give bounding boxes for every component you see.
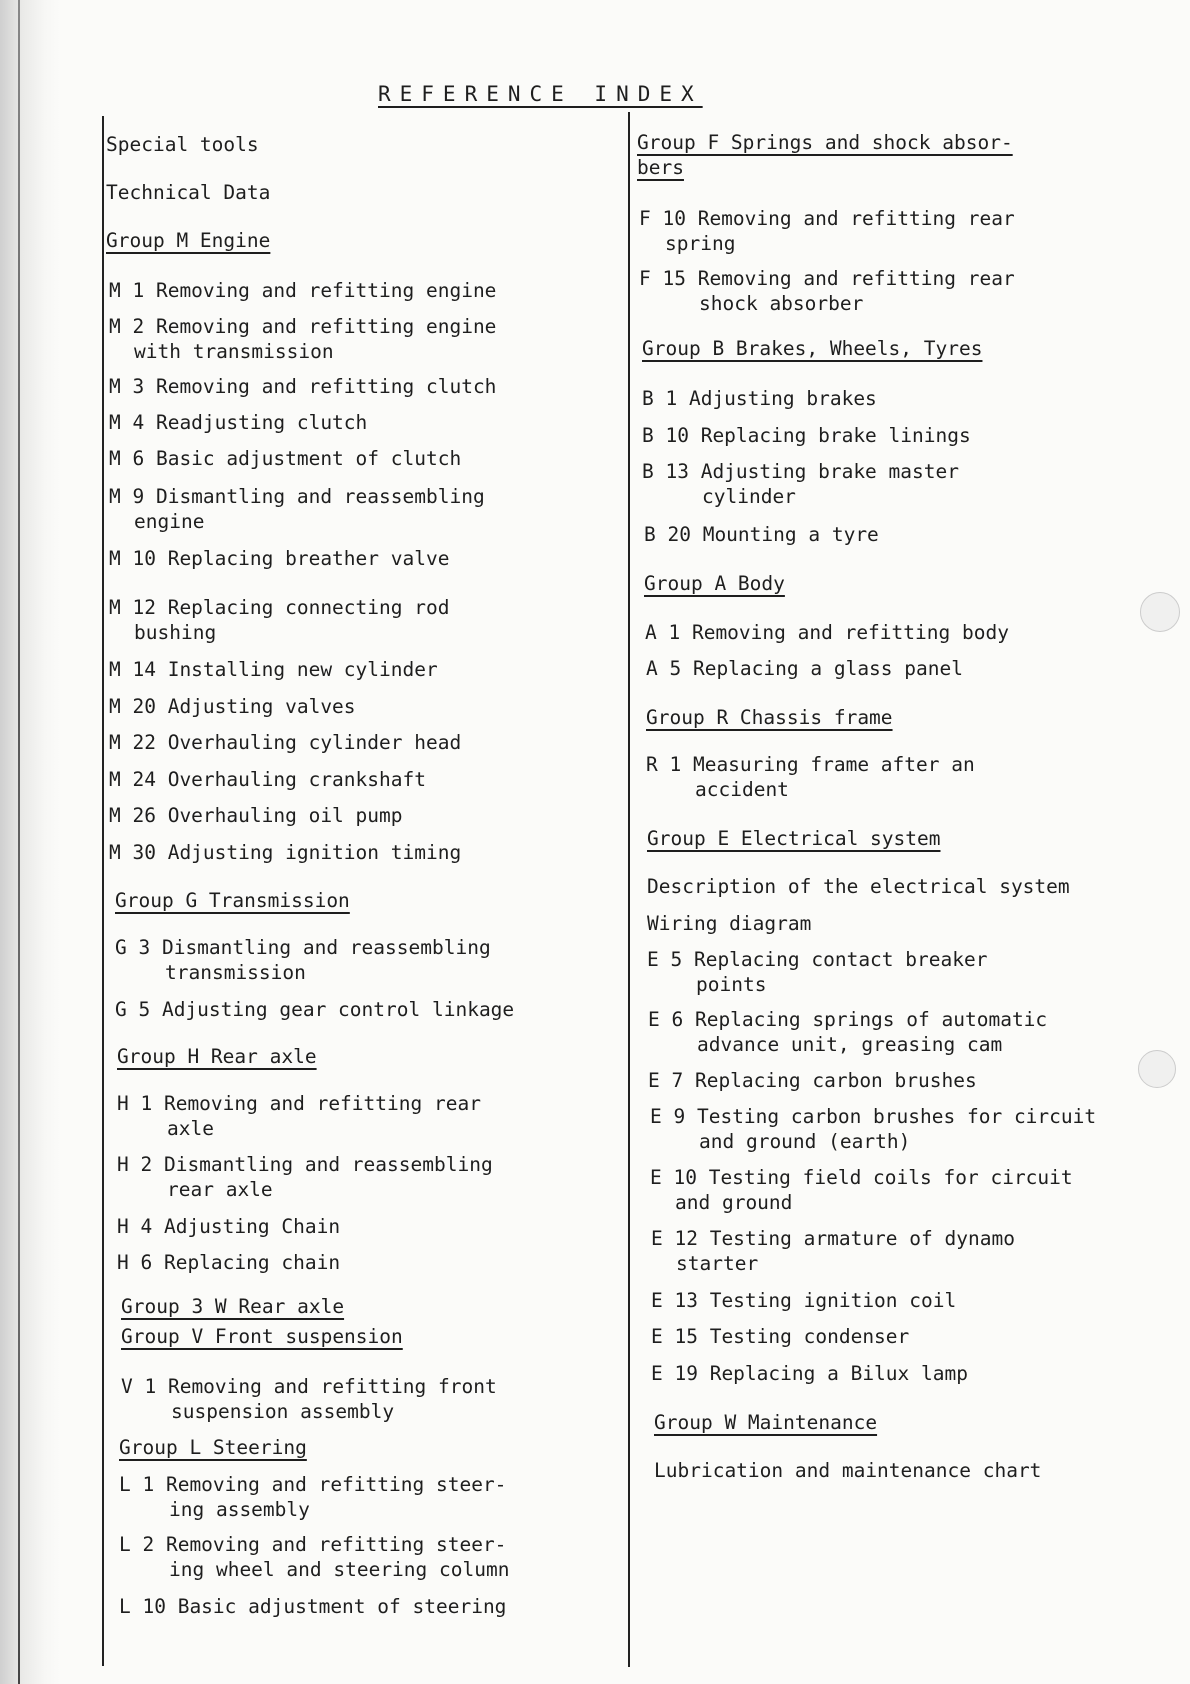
index-entry [106,180,270,205]
index-entry [109,803,403,828]
group-heading-text: Group L Steering [119,1436,307,1459]
index-entry [119,1594,506,1619]
entry-text: M 4 Readjusting clutch [109,411,368,434]
entry-continuation-text: transmission [165,961,306,984]
binding-shadow [0,0,60,1684]
entry-continuation-text: cylinder [702,485,796,508]
entry-text: R 1 Measuring frame after an [646,753,975,776]
entry-text: A 1 Removing and refitting body [645,621,1009,644]
binding-edge-line [18,0,20,1684]
entry-text: E 15 Testing condenser [651,1325,910,1348]
entry-continuation-text: accident [695,778,789,801]
group-heading-text: Group H Rear axle [117,1045,317,1068]
group-heading [644,571,785,596]
index-entry [109,657,438,682]
index-entry [109,546,449,571]
entry-text: M 10 Replacing breather valve [109,547,450,570]
entry-text: Special tools [106,133,259,156]
index-entry [647,947,987,997]
index-entry [642,423,971,448]
entry-text: A 5 Replacing a glass panel [646,657,963,680]
group-heading-text: Group W Maintenance [654,1411,878,1434]
entry-text: Description of the electrical system [647,875,1070,898]
entry-continuation-text: and ground [675,1191,793,1214]
entry-text: M 30 Adjusting ignition timing [109,841,462,864]
index-entry [109,595,449,645]
group-heading [119,1435,307,1460]
index-entry [654,1458,1041,1483]
group-heading-text: Group F Springs and shock absor- [637,131,1013,154]
index-entry [647,911,811,936]
entry-text: Wiring diagram [647,912,812,935]
index-entry [639,266,1015,316]
entry-text: L 1 Removing and refitting steer- [119,1473,507,1496]
entry-text: G 5 Adjusting gear control linkage [115,998,515,1021]
group-heading [117,1044,317,1069]
entry-text: H 1 Removing and refitting rear [117,1092,481,1115]
index-entry [109,278,496,303]
index-entry [646,656,963,681]
entry-continuation-text: bushing [134,621,217,644]
index-entry [109,484,485,534]
index-entry [651,1288,956,1313]
entry-text: M 20 Adjusting valves [109,695,356,718]
index-entry [121,1374,497,1424]
entry-text: V 1 Removing and refitting front [121,1375,497,1398]
entry-text: B 1 Adjusting brakes [642,387,877,410]
index-entry [645,620,1009,645]
group-heading-text: Group G Transmission [115,889,350,912]
entry-text: M 22 Overhauling cylinder head [109,731,462,754]
entry-text: G 3 Dismantling and reassembling [115,936,491,959]
index-entry [109,840,461,865]
index-entry [109,730,461,755]
group-heading [654,1410,877,1435]
entry-continuation-text: points [696,973,767,996]
entry-text: L 10 Basic adjustment of steering [119,1595,507,1618]
entry-text: H 4 Adjusting Chain [117,1215,341,1238]
paper-blemish [1138,1050,1176,1088]
entry-text: B 13 Adjusting brake master [642,460,959,483]
index-entry [109,767,426,792]
entry-text: E 6 Replacing springs of automatic [648,1008,1048,1031]
entry-text: B 10 Replacing brake linings [642,424,971,447]
entry-text: Technical Data [106,181,271,204]
entry-text: E 5 Replacing contact breaker [647,948,988,971]
entry-continuation-text: advance unit, greasing cam [697,1033,1003,1056]
entry-text: M 3 Removing and refitting clutch [109,375,497,398]
entry-continuation-text: ing wheel and steering column [169,1558,510,1581]
index-entry [651,1226,1015,1276]
index-entry [650,1104,1096,1154]
entry-text: M 6 Basic adjustment of clutch [109,447,462,470]
index-entry [650,1165,1073,1215]
entry-continuation-text: and ground (earth) [699,1130,911,1153]
paper-blemish [1140,592,1180,632]
entry-continuation-text: shock absorber [699,292,864,315]
entry-text: L 2 Removing and refitting steer- [119,1533,507,1556]
group-heading-text: Group 3 W Rear axle [121,1295,345,1318]
group-heading-text: Group A Body [644,572,785,595]
index-entry [651,1361,968,1386]
index-entry [651,1324,909,1349]
group-heading-text: Group E Electrical system [647,827,941,850]
entry-continuation-text: starter [676,1252,759,1275]
group-heading [115,888,350,913]
index-entry [115,935,491,985]
entry-text: M 12 Replacing connecting rod [109,596,450,619]
entry-text: F 10 Removing and refitting rear [639,207,1015,230]
entry-text: F 15 Removing and refitting rear [639,267,1015,290]
group-heading [121,1294,344,1319]
entry-text: E 19 Replacing a Bilux lamp [651,1362,968,1385]
group-heading [106,228,270,253]
entry-text: E 9 Testing carbon brushes for circuit [650,1105,1097,1128]
entry-text: M 1 Removing and refitting engine [109,279,497,302]
entry-text: M 24 Overhauling crankshaft [109,768,426,791]
index-entry [109,410,367,435]
index-entry [639,206,1015,256]
group-heading [637,130,1013,180]
entry-continuation-text: with transmission [134,340,334,363]
index-entry [646,752,975,802]
index-entry [117,1152,493,1202]
index-entry [642,386,877,411]
entry-text: E 10 Testing field coils for circuit [650,1166,1073,1189]
group-heading [121,1324,403,1349]
entry-text: E 7 Replacing carbon brushes [648,1069,977,1092]
index-entry [109,694,356,719]
entry-continuation-text: axle [167,1117,214,1140]
entry-continuation-text: rear axle [167,1178,273,1201]
index-entry [648,1068,977,1093]
entry-text: E 12 Testing armature of dynamo [651,1227,1015,1250]
entry-continuation-text: ing assembly [169,1498,310,1521]
group-heading [647,826,941,851]
entry-text: M 9 Dismantling and reassembling [109,485,485,508]
entry-continuation-text: bers [637,156,684,179]
group-heading-text: Group R Chassis frame [646,706,893,729]
entry-text: H 6 Replacing chain [117,1251,341,1274]
group-heading-text: Group V Front suspension [121,1325,403,1348]
index-entry [115,997,514,1022]
index-entry [109,314,496,364]
entry-text: H 2 Dismantling and reassembling [117,1153,493,1176]
index-entry [109,446,461,471]
entry-text: B 20 Mounting a tyre [644,523,879,546]
entry-text: E 13 Testing ignition coil [651,1289,957,1312]
index-entry [106,132,259,157]
entry-text: Lubrication and maintenance chart [654,1459,1042,1482]
index-entry [642,459,959,509]
group-heading [646,705,893,730]
entry-continuation-text: engine [134,510,205,533]
entry-continuation-text: suspension assembly [171,1400,395,1423]
index-entry [109,374,496,399]
entry-text: M 14 Installing new cylinder [109,658,438,681]
left-column-rule [102,116,104,1666]
group-heading-text: Group B Brakes, Wheels, Tyres [642,337,983,360]
entry-text: M 2 Removing and refitting engine [109,315,497,338]
entry-continuation-text: spring [665,232,736,255]
index-entry [119,1472,506,1522]
index-entry [117,1250,340,1275]
index-entry [647,874,1070,899]
page-title: REFERENCE INDEX [378,82,703,106]
group-heading-text: Group M Engine [106,229,271,252]
index-entry [119,1532,509,1582]
group-heading [642,336,982,361]
center-column-rule [628,112,630,1667]
index-entry [644,522,879,547]
index-entry [117,1214,340,1239]
index-entry [117,1091,481,1141]
entry-text: M 26 Overhauling oil pump [109,804,403,827]
index-entry [648,1007,1047,1057]
